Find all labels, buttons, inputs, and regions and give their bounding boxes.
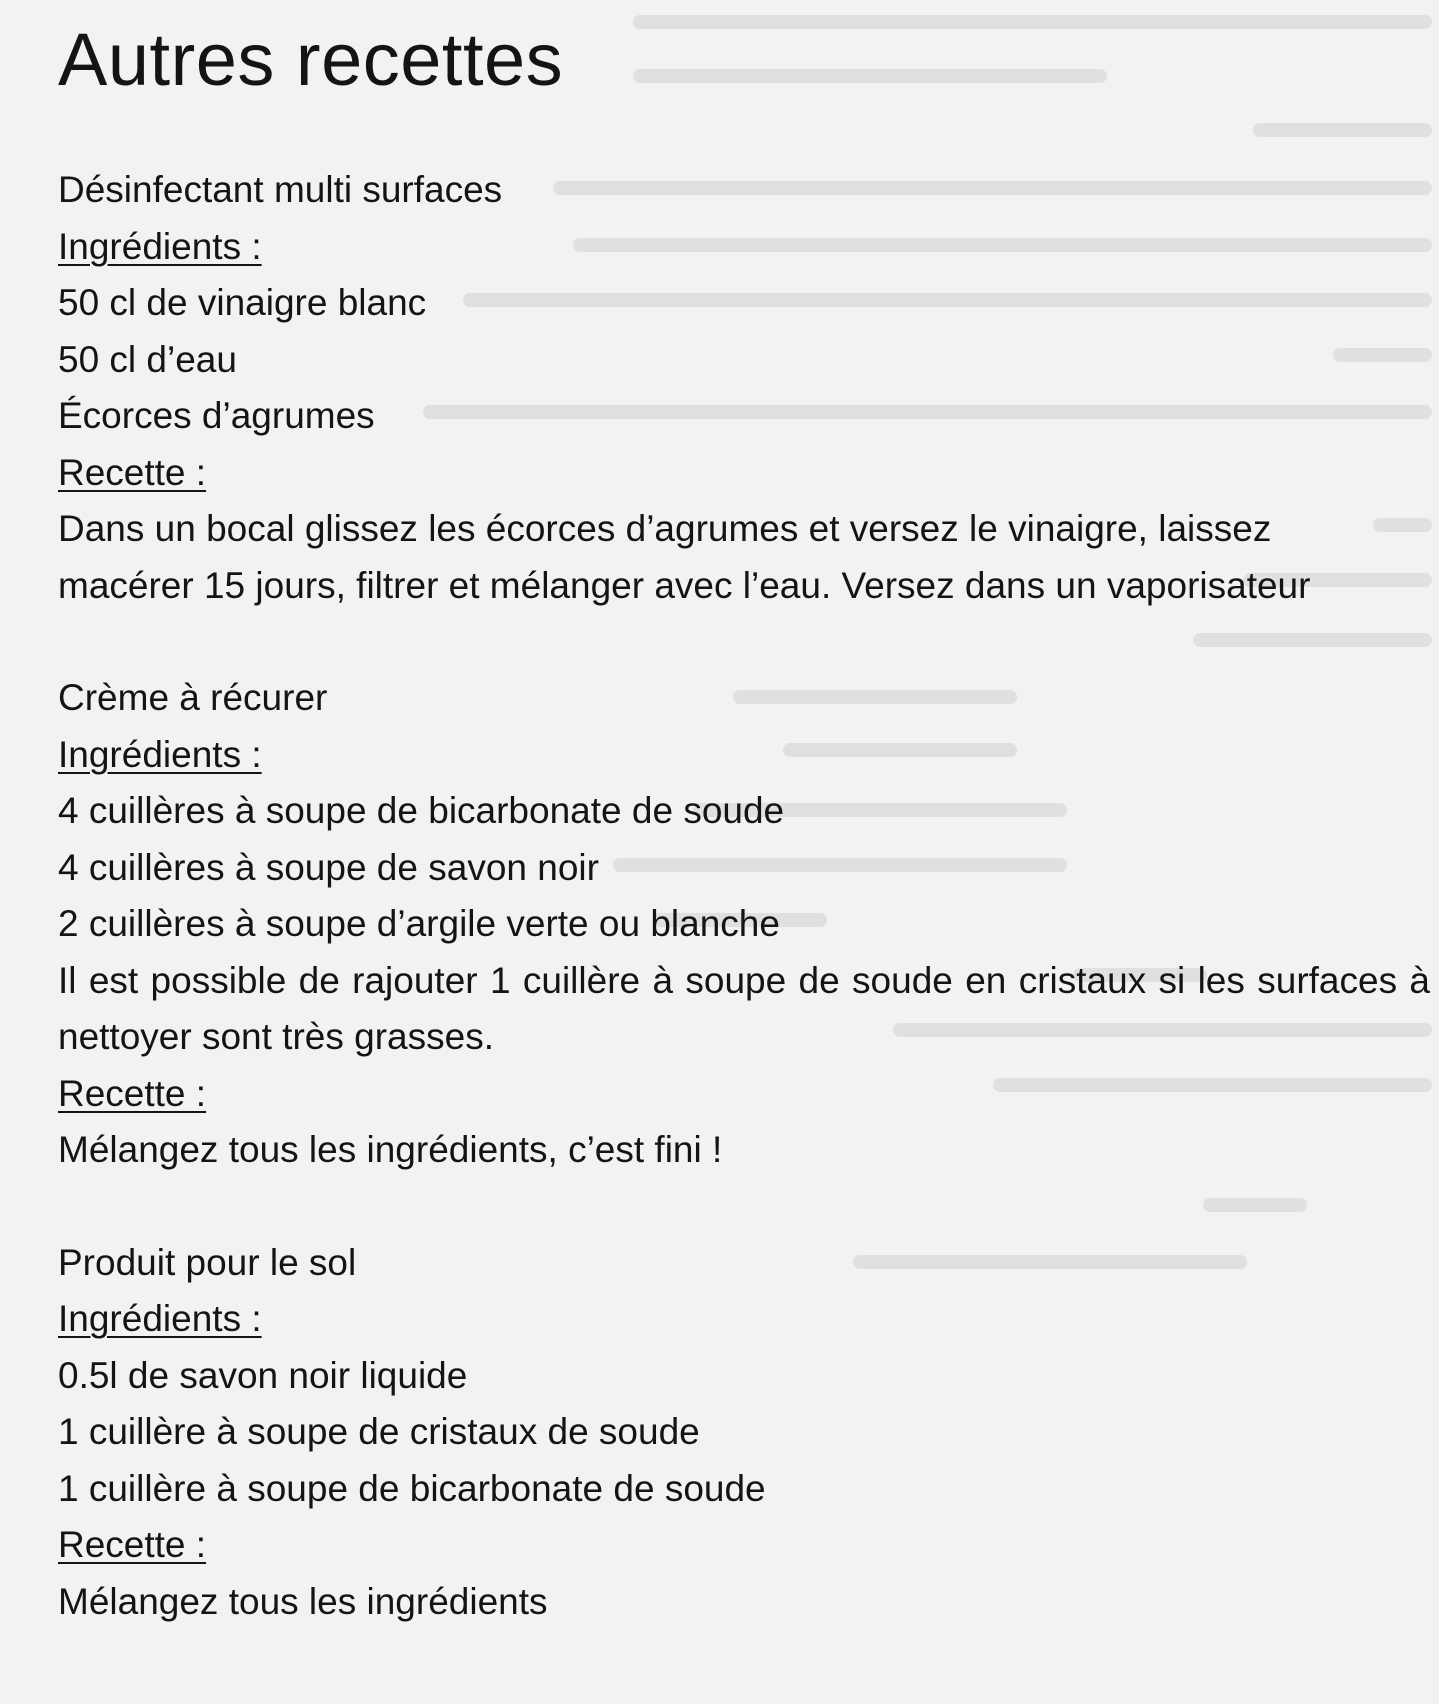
ingredient-item: 4 cuillères à soupe de savon noir [58,846,599,888]
ingredient-item: 4 cuillères à soupe de bicarbonate de soude [58,790,785,831]
recipe-desinfectant [58,162,1428,614]
recipe-label: Recette : [58,451,207,493]
recipe-sheet [58,14,1428,1630]
recipe-creme-a-recurer [58,670,1428,1179]
ingredient-item: 1 cuillère à soupe de cristaux de soude [58,1411,700,1452]
recipe-note: Il est possible de rajouter 1 cuillère à soupe de soude en cristaux si les surfaces à nettoyer sont très grasses. [58,959,1430,1057]
recipe-produit-pour-le-sol [58,1235,1428,1631]
ingredient-item: 50 cl d’eau [58,338,237,380]
recipe-instructions: Mélangez tous les ingrédients [58,1580,548,1622]
recipe-label: Recette : [58,1524,207,1565]
ingredient-item: 1 cuillère à soupe de bicarbonate de soude [58,1467,766,1509]
recipe-instructions: Dans un bocal glissez les écorces d’agrumes et versez le vinaigre, laissez macérer 15 jours, filtrer et mélanger avec l’eau. Versez dans un vaporisateur [58,508,1311,606]
recipe-title: Crème à récurer [58,677,328,718]
recipe-instructions: Mélangez tous les ingrédients, c’est fini ! [58,1129,723,1170]
ingredients-label: Ingrédients : [58,225,262,267]
ingredient-item: 2 cuillères à soupe d’argile verte ou blanche [58,903,780,944]
ingredient-item: Écorces d’agrumes [58,395,375,436]
ingredient-item: 50 cl de vinaigre blanc [58,282,427,323]
recipe-title: Produit pour le sol [58,1241,357,1283]
ingredient-item: 0.5l de savon noir liquide [58,1354,468,1396]
page-title: Autres recettes [58,18,564,101]
ingredients-label: Ingrédients : [58,1298,262,1339]
recipe-title: Désinfectant multi surfaces [58,169,503,210]
recipe-label: Recette : [58,1072,207,1114]
ingredients-label: Ingrédients : [58,733,262,775]
